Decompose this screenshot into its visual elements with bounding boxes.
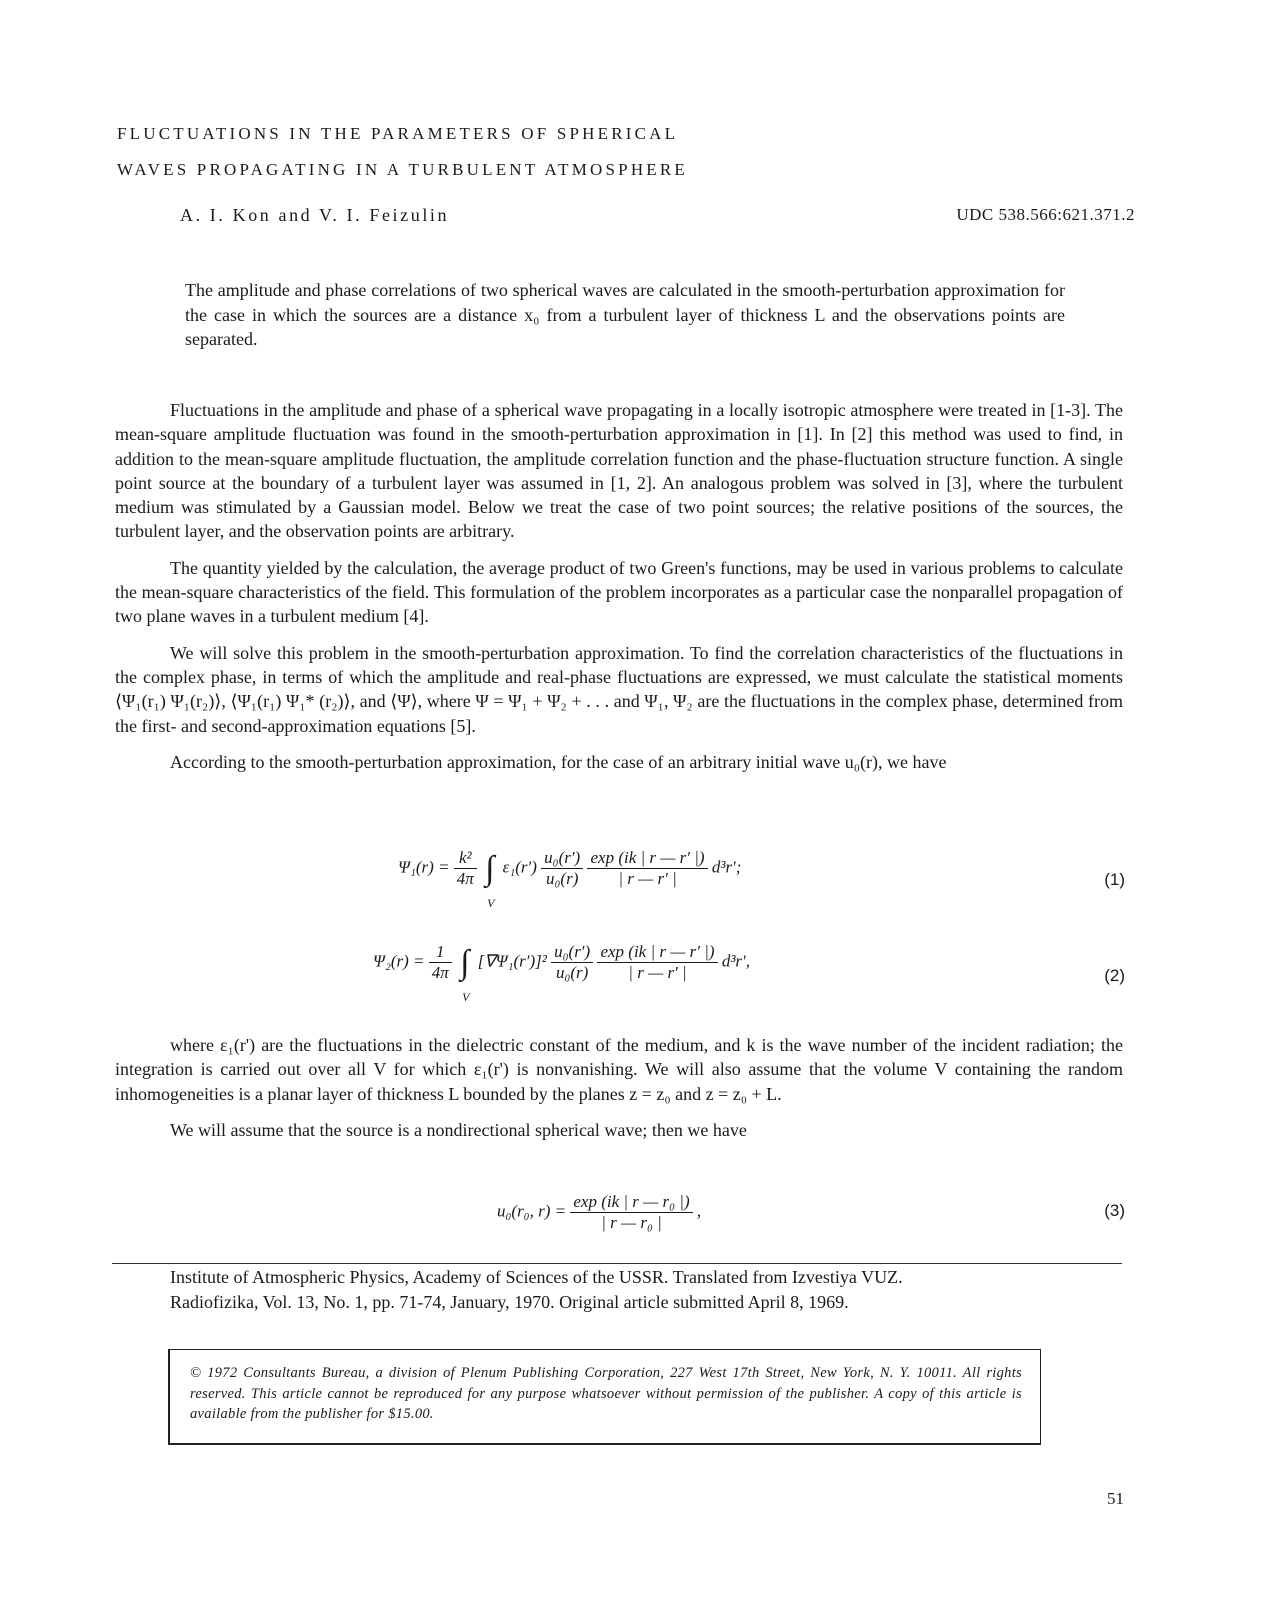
equation-3 <box>497 1192 701 1233</box>
equation-3-number: (3) <box>1104 1201 1125 1220</box>
abstract: The amplitude and phase correlations of two spherical waves are calculated in the smooth-perturbation approximation for the case in which the sources are a distance x₀ from a turbulent layer of thickness L and the observations points are separated. <box>185 280 1065 349</box>
paragraph-1: Fluctuations in the amplitude and phase of a spherical wave propagating in a locally isotropic atmosphere were treated in [1-3]. The mean-square amplitude fluctuation was found in the smooth-perturbation approximation in [1]. In [2] this method was used to find, in addition to the mean-square amplitude fluctuation, the amplitude correlation function and the phase-fluctuation structure function. A single point source at the boundary of a turbulent layer was assumed in [1, 2]. An analogous problem was solved in [3], where the turbulent medium was stimulated by a Gaussian model. Below we treat the case of two point sources; the relative positions of the sources, the turbulent layer, and the observation points are arbitrary. <box>115 400 1123 542</box>
footnote-rule <box>112 1263 1122 1264</box>
footnote-line-2: Radiofizika, Vol. 13, No. 1, pp. 71-74, January, 1970. Original article submitted April 8, 1969. <box>170 1291 849 1312</box>
equation-2 <box>373 942 750 1004</box>
integral-sign: ∫ V <box>485 849 495 910</box>
eq1-coefficient: $\frac{\text{k²}}{4\pi}$ <box>454 848 477 889</box>
eq2-lhs: Ψ₂(r) = <box>373 951 425 971</box>
eq1-tail: d³r′; <box>711 857 742 877</box>
eq3-tail: , <box>696 1201 702 1221</box>
eq2-fraction-1: $\frac{\text{u₀(r′)}}{\text{u₀(r)}}$ <box>551 942 593 983</box>
copyright-box <box>168 1349 1041 1445</box>
paragraph-5: where ε₁(r') are the fluctuations in the dielectric constant of the medium, and k is the wave number of the incident radiation; the integration is carried out over all V for which ε₁(r') is nonvanishing. We will also assume that the volume V containing the random inhomogeneities is a planar layer of thickness L bounded by the planes z = z₀ and z = z₀ + L. <box>115 1035 1123 1104</box>
integral-sign: ∫ V <box>460 943 470 1004</box>
eq2-fraction-2: $\frac{\exp (ik | r — r' |)}{| r — r' |}$ <box>597 942 717 983</box>
body-section-2 <box>115 1033 1123 1142</box>
equation-1-number: (1) <box>1104 870 1125 889</box>
footnote <box>170 1265 903 1314</box>
eq1-lhs: Ψ₁(r) = <box>398 857 450 877</box>
eq3-lhs: u₀(r₀, r) = <box>497 1201 567 1221</box>
eq2-integrand: [∇Ψ₁(r′)]² <box>477 951 547 971</box>
title-line-2: WAVES PROPAGATING IN A TURBULENT ATMOSPHERE <box>117 160 689 179</box>
paragraph-2: The quantity yielded by the calculation, the average product of two Green's functions, may be used in various problems to calculate the mean-square characteristics of the field. This formulation of the problem incorporates as a particular case the nonparallel propagation of two plane waves in a turbulent medium [4]. <box>115 557 1123 627</box>
eq3-fraction: $\frac{\text{exp (ik | r — r₀ |)}}{\text{| r — r₀ |}}$ <box>570 1192 692 1233</box>
body-section-1 <box>115 398 1123 774</box>
paragraph-6: We will assume that the source is a nondirectional spherical wave; then we have <box>170 1119 747 1140</box>
eq2-coefficient: $\frac{1}{4\pi}$ <box>429 942 452 983</box>
eq2-tail: d³r′, <box>721 951 750 971</box>
udc-code: UDC 538.566:621.371.2 <box>956 205 1135 224</box>
eq1-fraction-2: $\frac{\exp (ik | r — r' |)}{| r — r' |}$ <box>587 848 707 889</box>
authors: A. I. Kon and V. I. Feizulin <box>180 205 450 225</box>
footnote-line-1: Institute of Atmospheric Physics, Academy of Sciences of the USSR. Translated from Izvestiya VUZ. <box>170 1267 903 1287</box>
page-number: 51 <box>1107 1489 1124 1508</box>
paragraph-4: According to the smooth-perturbation approximation, for the case of an arbitrary initial wave u₀(r), we have <box>170 751 947 772</box>
paragraph-3: We will solve this problem in the smooth-perturbation approximation. To find the correlation characteristics of the fluctuations in the complex phase, in terms of which the amplitude and real-phase fluctuations are expressed, we must calculate the statistical moments ⟨Ψ₁(r₁) Ψ₁(r₂)⟩, ⟨Ψ₁(r₁) Ψ₁* (r₂)⟩, and ⟨Ψ⟩, where Ψ = Ψ₁ + Ψ₂ + . . . and Ψ₁, Ψ₂ are the fluctuations in the complex phase, determined from the first- and second-approximation equations [5]. <box>115 642 1123 736</box>
copyright-notice: © 1972 Consultants Bureau, a division of Plenum Publishing Corporation, 227 West 17th Street, New York, N. Y. 10011. All rights reserved. This article cannot be reproduced for any purpose whatsoever without permission of the publisher. A copy of this article is available from the publisher for $15.00. <box>190 1365 1022 1422</box>
equation-1 <box>398 848 742 910</box>
title-line-1: FLUCTUATIONS IN THE PARAMETERS OF SPHERICAL <box>117 124 679 143</box>
equation-2-number: (2) <box>1104 966 1125 985</box>
eq1-fraction-1: $\frac{\text{u₀(r′)}}{\text{u₀(r)}}$ <box>541 848 583 889</box>
eq1-integrand: ε₁(r′) <box>502 857 537 877</box>
